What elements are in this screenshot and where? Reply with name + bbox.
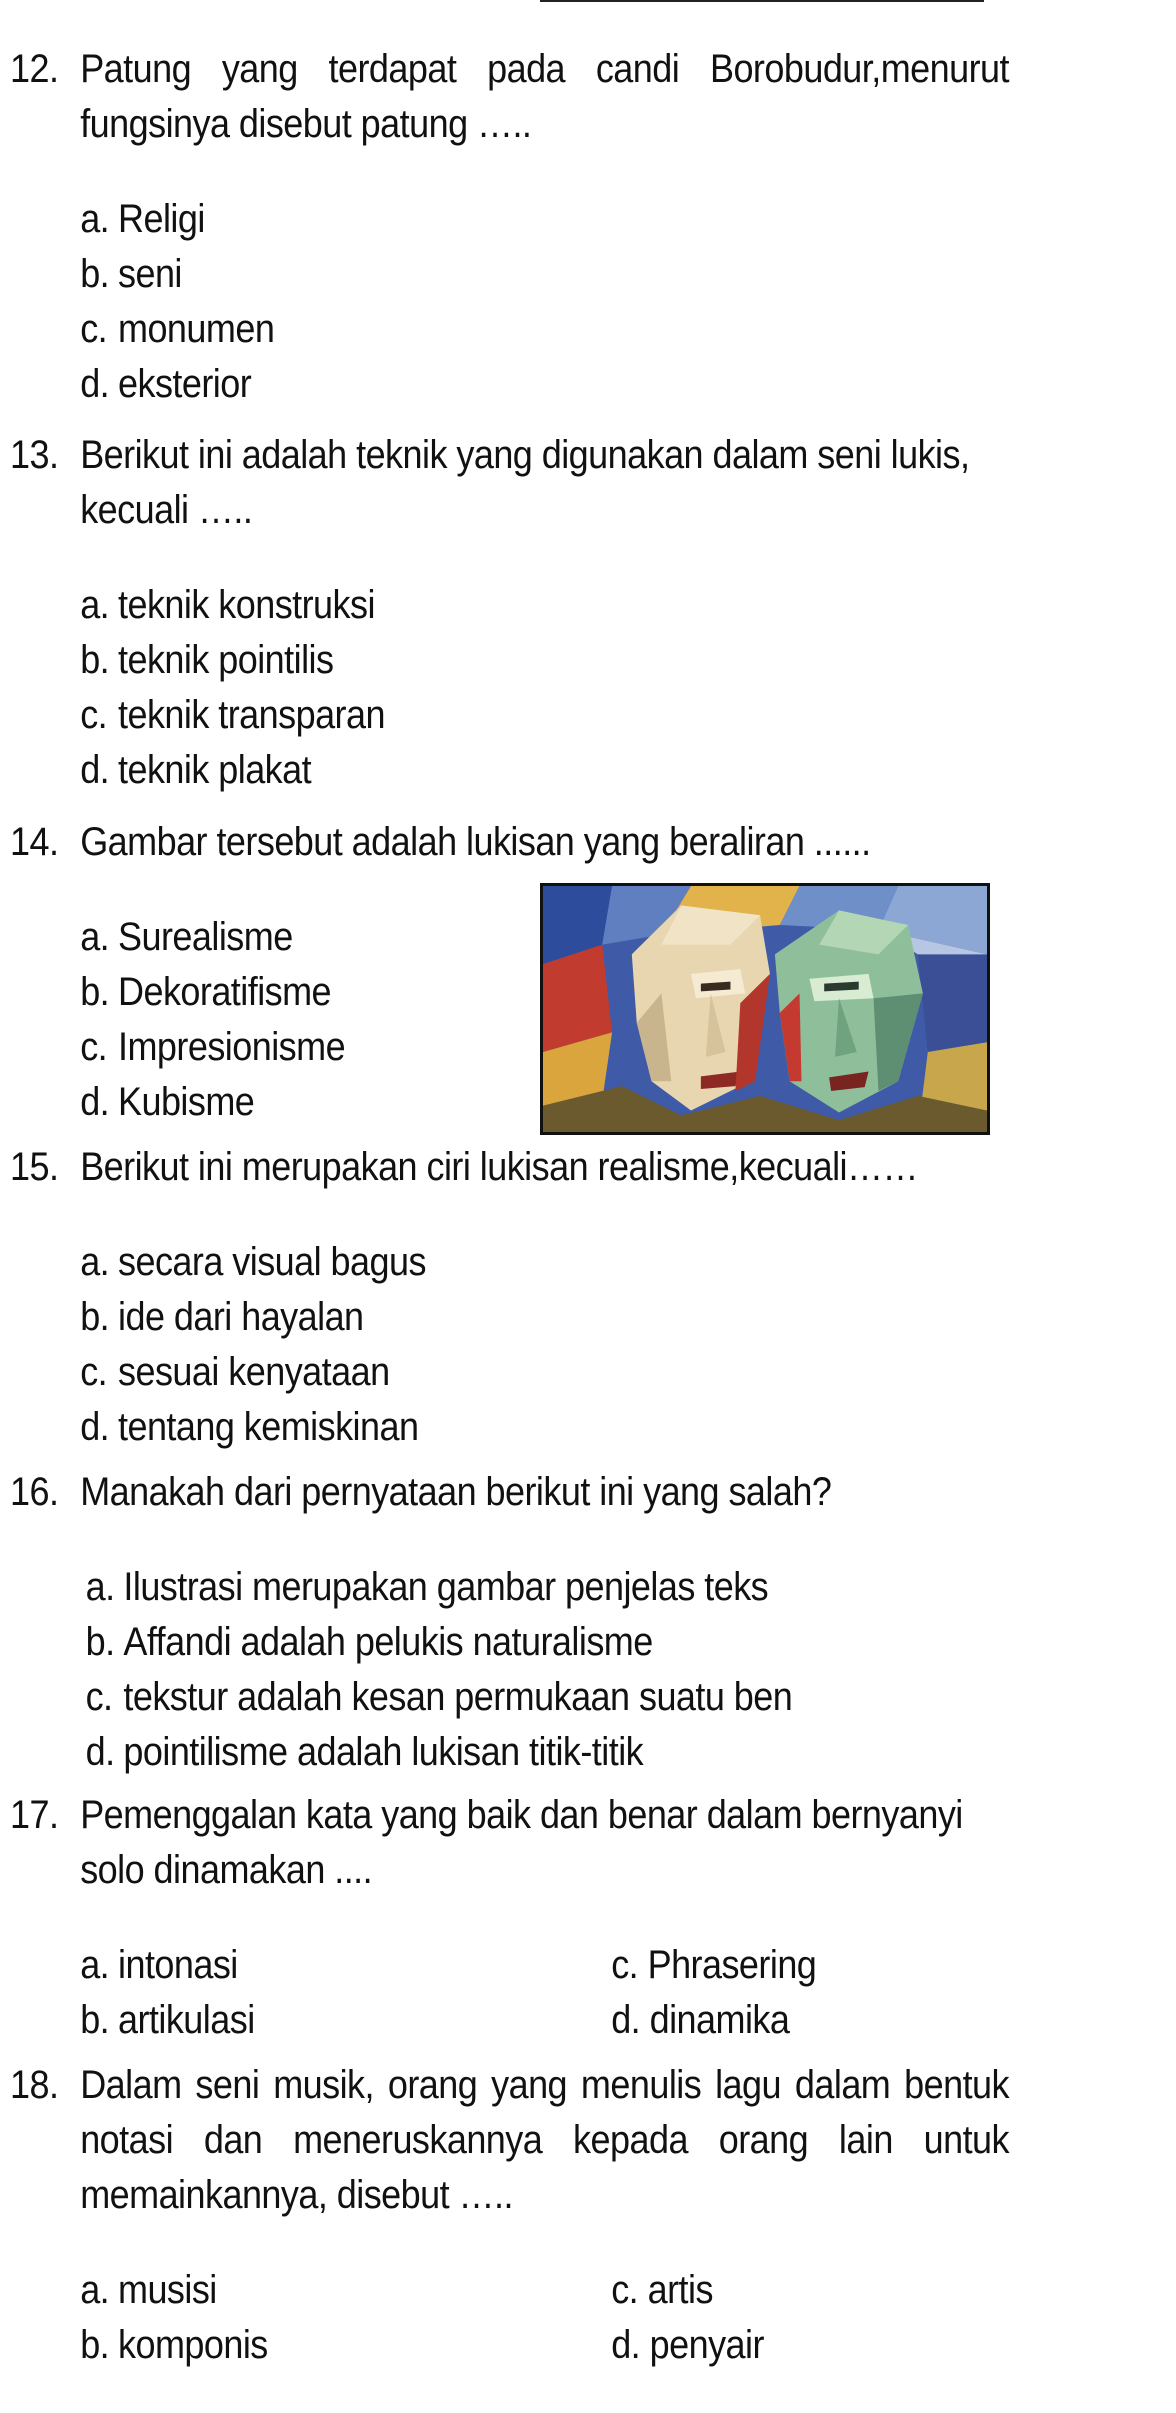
question-17: [10, 1788, 1009, 2088]
question-15: [10, 1140, 1009, 1495]
option-b[interactable]: b. artikulasi: [80, 1998, 255, 2042]
question-13: [10, 428, 1009, 838]
question-number: 15.: [10, 1145, 59, 1189]
option-a[interactable]: a. intonasi: [80, 1943, 238, 1987]
option-a[interactable]: a. Religi: [80, 197, 205, 241]
question-number: 13.: [10, 433, 59, 477]
option-d[interactable]: d. penyair: [611, 2323, 764, 2367]
question-stem: Patung yang terdapat pada candi Borobudur,menurut fungsinya disebut patung …..: [80, 47, 1009, 146]
cubist-faces-painting: [540, 883, 990, 1135]
question-16: [10, 1465, 1009, 1820]
option-c[interactable]: c. monumen: [80, 307, 275, 351]
option-b[interactable]: b. Dekoratifisme: [80, 970, 332, 1014]
question-12: [10, 42, 1009, 452]
option-b[interactable]: b. ide dari hayalan: [80, 1295, 364, 1339]
option-d[interactable]: d. teknik plakat: [80, 748, 312, 792]
option-c[interactable]: c. artis: [611, 2268, 713, 2312]
question-18: [10, 2058, 1009, 2413]
option-d[interactable]: d. pointilisme adalah lukisan titik-titik: [85, 1730, 644, 1774]
option-a[interactable]: a. secara visual bagus: [80, 1240, 426, 1284]
question-stem: Berikut ini merupakan ciri lukisan realisme,kecuali……: [80, 1145, 918, 1189]
option-c[interactable]: c. tekstur adalah kesan permukaan suatu ben: [85, 1675, 793, 1719]
question-stem: Gambar tersebut adalah lukisan yang beraliran ......: [80, 820, 871, 864]
option-d[interactable]: d. dinamika: [611, 1998, 790, 2042]
option-a[interactable]: a. teknik konstruksi: [80, 583, 375, 627]
question-number: 16.: [10, 1470, 59, 1514]
option-a[interactable]: a. Surealisme: [80, 915, 293, 959]
option-b[interactable]: b. seni: [80, 252, 182, 296]
question-number: 14.: [10, 820, 59, 864]
option-b[interactable]: b. komponis: [80, 2323, 268, 2367]
option-c[interactable]: c. Impresionisme: [80, 1025, 346, 1069]
option-c[interactable]: c. Phrasering: [611, 1943, 817, 1987]
question-stem: Dalam seni musik, orang yang menulis lagu dalam bentuk notasi dan meneruskannya kepada orang lain untuk memainkannya, disebut …..: [80, 2063, 1009, 2217]
option-b[interactable]: b. Affandi adalah pelukis naturalisme: [85, 1620, 653, 1664]
question-stem: Manakah dari pernyataan berikut ini yang salah?: [80, 1470, 832, 1514]
question-number: 17.: [10, 1793, 59, 1837]
top-rule: [540, 0, 984, 2]
option-d[interactable]: d. tentang kemiskinan: [80, 1405, 419, 1449]
question-stem: Berikut ini adalah teknik yang digunakan dalam seni lukis, kecuali …..: [80, 433, 970, 532]
option-a[interactable]: a. musisi: [80, 2268, 217, 2312]
option-b[interactable]: b. teknik pointilis: [80, 638, 334, 682]
option-c[interactable]: c. teknik transparan: [80, 693, 385, 737]
option-d[interactable]: d. Kubisme: [80, 1080, 255, 1124]
option-d[interactable]: d. eksterior: [80, 362, 252, 406]
question-number: 18.: [10, 2063, 59, 2107]
question-number: 12.: [10, 47, 59, 91]
option-a[interactable]: a. Ilustrasi merupakan gambar penjelas teks: [85, 1565, 769, 1609]
option-c[interactable]: c. sesuai kenyataan: [80, 1350, 390, 1394]
question-stem: Pemenggalan kata yang baik dan benar dalam bernyanyi solo dinamakan ....: [80, 1793, 963, 1892]
